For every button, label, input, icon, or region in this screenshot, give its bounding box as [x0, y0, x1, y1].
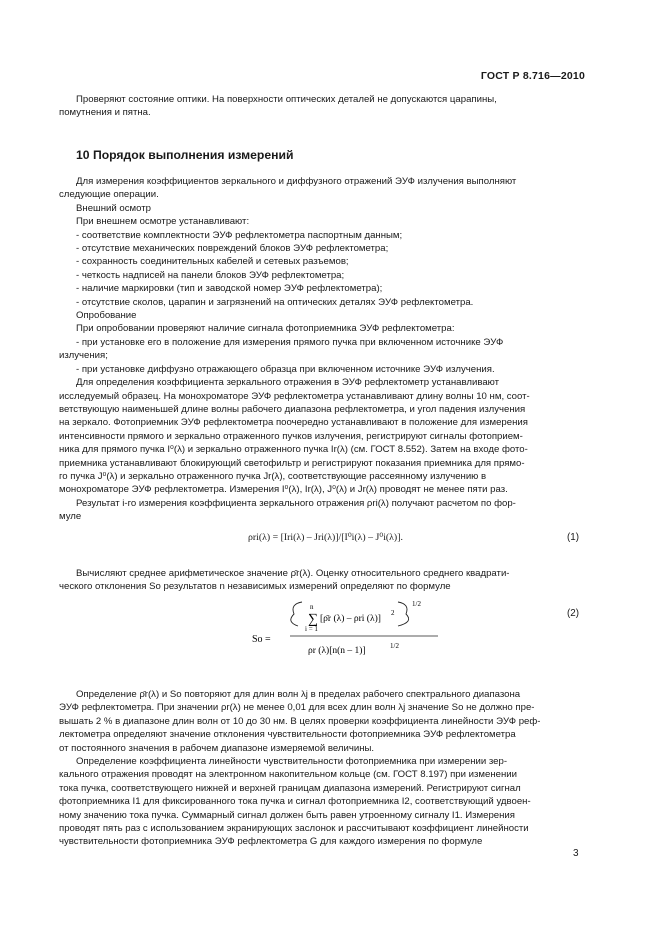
formula-2-numerator: [ρ̄r (λ) – ρri (λ)] — [320, 614, 381, 624]
text-line: тока пучка, соответствующего нижней и верхней границам диапазона измерений. Регистрируют сигнал — [59, 782, 521, 794]
text-line: интенсивности прямого и зеркально отраженного пучков излучения, регистрируют сигналы фотоприем- — [59, 430, 523, 442]
formula-2-graphic — [250, 596, 450, 666]
text-line: ному значению тока пучка. Суммарный сигнал должен быть равен утроенному сигналу I1. Измерения — [59, 809, 515, 821]
text-line: Для определения коэффициента зеркального отражения в ЭУФ рефлектометр устанавливают — [76, 377, 500, 389]
text-line: ческого отклонения So результатов n независимых измерений определяют по формуле — [59, 581, 451, 593]
sum-sign: ∑ — [308, 612, 318, 627]
sum-upper-limit: n — [310, 603, 314, 611]
text-line: проводят пять раз с использованием экранирующих заслонок и рассчитывают коэффициент линейности — [59, 823, 529, 835]
text-line: приемника устанавливают блокирующий светофильтр и регистрируют показания приемника для прямо- — [59, 457, 525, 469]
formula-2-denominator: ρr (λ)[n(n – 1)] — [308, 646, 366, 656]
text-line: вышать 2 % в диапазоне длин волн от 10 до 30 нм. В целях проверки коэффициента линейности ЭУФ реф- — [59, 715, 541, 727]
text-line: - соответствие комплектности ЭУФ рефлектометра паспортным данным; — [76, 229, 403, 241]
text-line: Вычисляют среднее арифметическое значение ρ̄r(λ). Оценку относительного среднего квадрати- — [76, 568, 510, 579]
text-line: При опробовании проверяют наличие сигнала фотоприемника ЭУФ рефлектометра: — [76, 323, 455, 335]
body-paragraphs — [59, 175, 581, 524]
sum-lower-limit: i = 1 — [305, 625, 318, 633]
text-line: кального отражения проводят на электронном накопительном кольце (см. ГОСТ 8.197) при изменении — [59, 769, 518, 781]
text-line: муле — [59, 511, 82, 523]
text-line: Внешний осмотр — [76, 202, 151, 214]
right-brace — [398, 602, 409, 626]
text-line: следующие операции. — [59, 189, 159, 201]
text-line: чувствительности фотоприемника ЭУФ рефлектометра G для каждого измерения по формуле — [59, 836, 483, 848]
document-header: ГОСТ Р 8.716—2010 — [480, 70, 585, 82]
page-number: 3 — [573, 848, 579, 859]
text-line: Для измерения коэффициентов зеркального и диффузного отражений ЭУФ излучения выполняют — [76, 176, 517, 187]
text-line: помутнения и пятна. — [59, 107, 151, 119]
text-line: - наличие маркировки (тип и заводской номер ЭУФ рефлектометра); — [76, 283, 383, 295]
text-line: монохроматоре ЭУФ рефлектометра. Измерения I⁰(λ), Ir(λ), J⁰(λ) и Jr(λ) проводят не менее пяти раз. — [59, 484, 508, 496]
text-line: исследуемый образец. На монохроматоре ЭУФ рефлектометра устанавливают длину волны 10 нм, соот- — [59, 390, 530, 402]
text-line: го пучка J⁰(λ) и зеркально отраженного пучка Jr(λ), соответствующие рассеянному излучению в — [59, 470, 487, 482]
section-title: 10 Порядок выполнения измерений — [76, 148, 294, 162]
text-line: - отсутствие сколов, царапин и загрязнений на оптических деталях ЭУФ рефлектометра. — [76, 296, 474, 308]
intro-paragraph — [59, 93, 581, 120]
text-line: Определение ρ̄r(λ) и So повторяют для длин волн λj в пределах рабочего спектрального диапазона — [76, 689, 521, 700]
denominator-exponent: 1/2 — [390, 642, 399, 650]
formula-2-number: (2) — [567, 608, 579, 619]
text-line: - при установке диффузно отражающего образца при включенном источнике ЭУФ излучения. — [76, 363, 495, 375]
text-line: Опробование — [76, 310, 137, 322]
formula-2-lhs: So = — [252, 634, 271, 645]
text-line: - четкость надписей на панели блоков ЭУФ рефлектометра; — [76, 269, 345, 281]
text-line: При внешнем осмотре устанавливают: — [76, 216, 250, 228]
text-line: фотоприемника I1 для фиксированного тока пучка и сигнал фотоприемника I2, соответствующий удвоен- — [59, 796, 531, 808]
text-line: ника для прямого пучка I⁰(λ) и зеркально отраженного пучка Ir(λ) (см. ГОСТ 8.552). Затем на входе фото- — [59, 444, 528, 456]
text-line: - отсутствие механических повреждений блоков ЭУФ рефлектометра; — [76, 243, 389, 255]
text-line: - при установке его в положение для измерения прямого пучка при включенном источнике ЭУФ — [76, 336, 504, 348]
text-line: ветствующую наименьшей длине волны рабочего диапазона рефлектометра, и угол падения излучения — [59, 403, 526, 415]
mid-paragraph — [59, 567, 581, 594]
text-line: лектометра определяют значение отклонения чувствительности фотоприемника ЭУФ рефлектометра — [59, 729, 516, 741]
left-brace — [291, 602, 302, 626]
text-line: Определение коэффициента линейности чувствительности фотоприемника при измерении зер- — [76, 756, 508, 768]
outer-exponent: 1/2 — [412, 600, 421, 608]
text-line: на зеркало. Фотоприемник ЭУФ рефлектометра поочередно устанавливают в положение для измерения — [59, 417, 528, 429]
text-line: излучения; — [59, 350, 108, 362]
text-line: ЭУФ рефлектометра. При значении ρr(λ) не менее 0,01 для всех длин волн λj значение So не должно пре- — [59, 702, 535, 714]
inner-exponent: 2 — [391, 609, 395, 617]
text-line: Проверяют состояние оптики. На поверхности оптических деталей не допускаются царапины, — [76, 94, 497, 105]
formula-1: ρri(λ) = [Iri(λ) – Jri(λ)]/[I⁰i(λ) – J⁰i(λ)]. — [248, 532, 403, 543]
text-line: - сохранность соединительных кабелей и сетевых разъемов; — [76, 256, 349, 268]
text-line: от постоянного значения в рабочем диапазоне измеряемой величины. — [59, 742, 375, 754]
tail-paragraphs — [59, 688, 581, 849]
formula-1-number: (1) — [567, 532, 579, 543]
formula-2 — [250, 596, 450, 666]
text-line: Результат i-го измерения коэффициента зеркального отражения ρri(λ) получают расчетом по фор- — [76, 497, 516, 509]
